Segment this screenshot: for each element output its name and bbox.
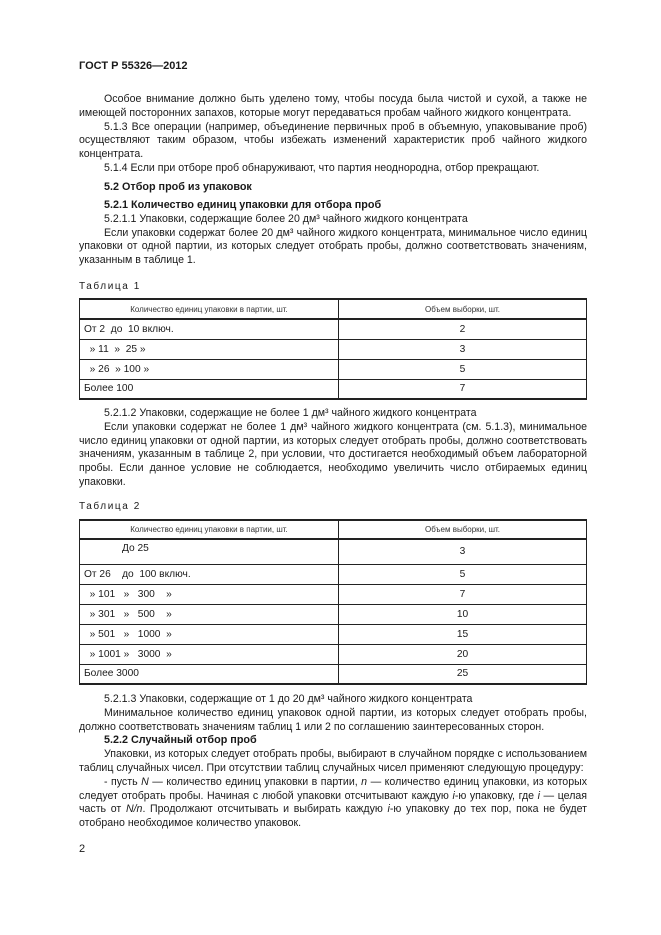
table-2 — [79, 519, 587, 685]
heading-5-2: 5.2 Отбор проб из упаковок — [104, 181, 252, 193]
heading-5-2-2: 5.2.2 Случайный отбор проб — [104, 734, 257, 747]
table-2-caption: Таблица 2 — [79, 501, 141, 512]
paragraph: Если упаковки содержат более 20 дм³ чайного жидкого концентрата, минимальное число единиц упаковки от одной партии, из которых следует отобрать пробы, должно соответствовать значениям, указанным в таблице 1. — [79, 226, 587, 267]
paragraph: Минимальное количество единиц упаковок одной партии, из которых следует отобрать пробы, должно соответствовать значениям таблиц 1 или 2 по соглашению заинтересованных сторон. — [79, 706, 587, 733]
table-row: До 25 3 — [80, 539, 587, 564]
table-row: » 26 » 100 » 5 — [80, 359, 587, 379]
table-row: От 2 до 10 включ. 2 — [80, 319, 587, 339]
table-row: » 101 » 300 » 7 — [80, 584, 587, 604]
paragraph-5-2-1-3: 5.2.1.3 Упаковки, содержащие от 1 до 20 дм³ чайного жидкого концентрата — [104, 693, 473, 705]
table-row: Более 3000 25 — [80, 664, 587, 684]
table-header: Количество единиц упаковки в партии, шт. — [80, 520, 339, 539]
paragraph-5-1-4: 5.1.4 Если при отборе проб обнаруживают, что партия неоднородна, отбор прекращают. — [104, 161, 540, 174]
paragraph: Особое внимание должно быть уделено тому, чтобы посуда была чистой и сухой, а также не имеющей посторонних запахов, которые могут передаваться пробам чайного жидкого концентрата. — [79, 93, 587, 119]
section-5-2-1-2 — [79, 407, 587, 490]
table-row: От 26 до 100 включ. 5 — [80, 564, 587, 584]
table-row: » 1001 » 3000 » 20 — [80, 644, 587, 664]
paragraph: Упаковки, из которых следует отобрать пробы, выбирают в случайном порядке с использованием таблиц случайных чисел. При отсутствии таблиц случайных чисел применяют следующую процедуру: — [79, 748, 587, 774]
table-row: Более 100 7 — [80, 379, 587, 399]
table-row: » 501 » 1000 » 15 — [80, 624, 587, 644]
page-number: 2 — [79, 843, 86, 855]
paragraph-5-2-1-1: 5.2.1.1 Упаковки, содержащие более 20 дм³ чайного жидкого концентрата — [104, 212, 468, 225]
heading-5-2-1: 5.2.1 Количество единиц упаковки для отбора проб — [104, 199, 382, 211]
table-1 — [79, 298, 587, 400]
table-header: Объем выборки, шт. — [339, 520, 587, 539]
document-header: ГОСТ Р 55326—2012 — [79, 60, 188, 72]
paragraph-procedure: - пусть N — количество единиц упаковки в партии, n — количество единиц упаковки, из которых следует отобрать пробы. Начиная с любой упаковки отсчитывают каждую i-ю упаковку, где i — целая часть от N/n. Продолжают отсчитывать и выбирать каждую i-ю упаковку до тех пор, пока не будет отобрано необходимое количество упаковок. — [79, 775, 588, 830]
section-5-2-1-3 — [79, 693, 587, 831]
table-header: Количество единиц упаковки в партии, шт. — [80, 299, 339, 319]
table-1-caption: Таблица 1 — [79, 281, 141, 292]
paragraph: Если упаковки содержат не более 1 дм³ чайного жидкого концентрата (см. 5.1.3), минимальное число единиц упаковки от одной партии, из которых следует отобрать пробы, должно соответствовать значениям, указанным в таблице 2, при условии, что достигается необходимый объем лабораторной пробы. Если данное условие не соблюдается, необходимо увеличить число отбираемых единиц упаковки. — [79, 420, 587, 488]
paragraph-5-2-1-2: 5.2.1.2 Упаковки, содержащие не более 1 дм³ чайного жидкого концентрата — [104, 407, 477, 419]
paragraph-5-1-3: 5.1.3 Все операции (например, объединение первичных проб в объемную, упаковывание проб) осуществляют таким образом, чтобы избежать изменений характеристик проб чайного жидкого концентрата. — [79, 120, 587, 161]
table-row: » 11 » 25 » 3 — [80, 339, 587, 359]
section-5-2-1 — [79, 199, 587, 268]
table-header: Объем выборки, шт. — [339, 299, 587, 319]
section-5-1 — [79, 93, 587, 176]
table-row: » 301 » 500 » 10 — [80, 604, 587, 624]
